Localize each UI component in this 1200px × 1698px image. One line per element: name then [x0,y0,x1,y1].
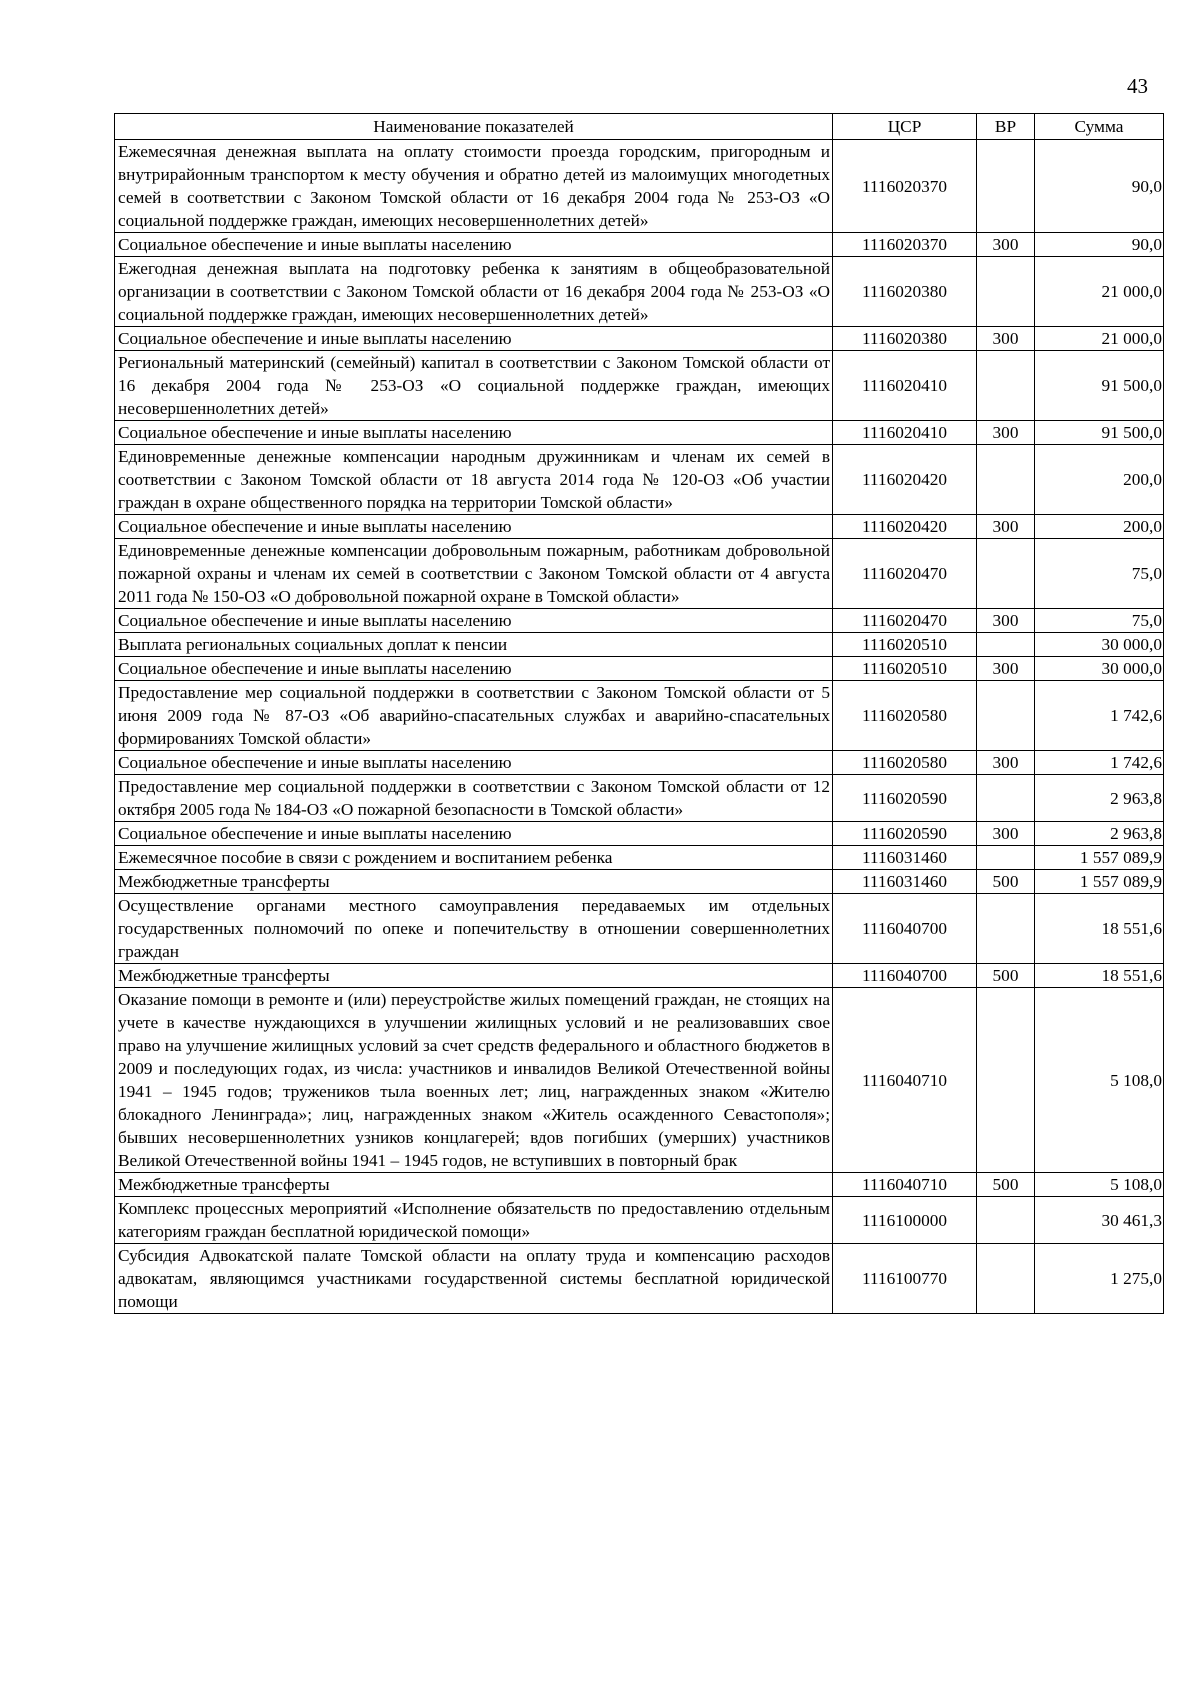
table-row [115,515,1164,539]
row-name-cell: Единовременные денежные компенсации народным дружинникам и членам их семей в соответствии с Законом Томской области от 18 августа 2014 года № 120-ОЗ «Об участии граждан в охране общественного порядка на территории Томской области» [115,445,833,515]
row-csr-cell: 1116020420 [833,515,977,539]
budget-table [114,113,1164,1314]
row-sum-cell: 18 551,6 [1035,894,1164,964]
row-csr-cell: 1116040710 [833,1173,977,1197]
table-row [115,1173,1164,1197]
row-vr-cell: 300 [977,822,1035,846]
row-sum-cell: 18 551,6 [1035,964,1164,988]
row-sum-cell: 1 557 089,9 [1035,846,1164,870]
row-csr-cell: 1116020370 [833,233,977,257]
row-sum-cell: 1 742,6 [1035,751,1164,775]
row-sum-cell: 30 000,0 [1035,657,1164,681]
row-name-cell: Ежемесячное пособие в связи с рождением и воспитанием ребенка [115,846,833,870]
row-sum-cell: 90,0 [1035,233,1164,257]
row-vr-cell [977,681,1035,751]
table-row [115,681,1164,751]
row-sum-cell: 30 461,3 [1035,1197,1164,1244]
row-vr-cell [977,1197,1035,1244]
row-csr-cell: 1116031460 [833,846,977,870]
row-name-cell: Социальное обеспечение и иные выплаты населению [115,515,833,539]
row-csr-cell: 1116020510 [833,657,977,681]
row-sum-cell: 75,0 [1035,539,1164,609]
row-csr-cell: 1116100770 [833,1244,977,1314]
row-name-cell: Межбюджетные трансферты [115,870,833,894]
row-vr-cell [977,445,1035,515]
row-csr-cell: 1116020380 [833,257,977,327]
table-row [115,257,1164,327]
row-vr-cell [977,351,1035,421]
row-csr-cell: 1116020410 [833,351,977,421]
page-number: 43 [1127,74,1148,98]
table-row [115,633,1164,657]
row-vr-cell [977,140,1035,233]
row-sum-cell: 1 557 089,9 [1035,870,1164,894]
row-sum-cell: 1 742,6 [1035,681,1164,751]
table-row [115,894,1164,964]
row-sum-cell: 2 963,8 [1035,775,1164,822]
row-vr-cell: 300 [977,327,1035,351]
table-row [115,964,1164,988]
row-vr-cell: 300 [977,421,1035,445]
row-sum-cell: 75,0 [1035,609,1164,633]
row-sum-cell: 200,0 [1035,515,1164,539]
row-name-cell: Осуществление органами местного самоуправления передаваемых им отдельных государственных полномочий по опеке и попечительству в отношении совершеннолетних граждан [115,894,833,964]
row-name-cell: Межбюджетные трансферты [115,964,833,988]
table-body [115,140,1164,1314]
row-sum-cell: 21 000,0 [1035,327,1164,351]
row-name-cell: Оказание помощи в ремонте и (или) переустройстве жилых помещений граждан, не стоящих на учете в качестве нуждающихся в улучшении жилищных условий и не реализовавших свое право на улучшение жилищных условий за счет средств федерального и областного бюджетов в 2009 и последующих годах, из числа: участников и инвалидов Великой Отечественной войны 1941 – 1945 годов; тружеников тыла военных лет; лиц, награжденных знаком «Жителю блокадного Ленинграда»; лиц, награжденных знаком «Житель осажденного Севастополя»; бывших несовершеннолетних узников концлагерей; вдов погибших (умерших) участников Великой Отечественной войны 1941 – 1945 годов, не вступивших в повторный брак [115,988,833,1173]
row-csr-cell: 1116020470 [833,539,977,609]
row-name-cell: Ежемесячная денежная выплата на оплату стоимости проезда городским, пригородным и внутрирайонным транспортом к месту обучения и обратно детей из малоимущих многодетных семей в соответствии с Законом Томской области от 16 декабря 2004 года № 253-ОЗ «О социальной поддержке граждан, имеющих несовершеннолетних детей» [115,140,833,233]
row-csr-cell: 1116040700 [833,964,977,988]
row-vr-cell [977,846,1035,870]
row-vr-cell: 500 [977,1173,1035,1197]
table-row [115,421,1164,445]
row-name-cell: Социальное обеспечение и иные выплаты населению [115,822,833,846]
row-vr-cell: 300 [977,751,1035,775]
row-name-cell: Ежегодная денежная выплата на подготовку ребенка к занятиям в общеобразовательной организации в соответствии с Законом Томской области от 16 декабря 2004 года № 253-ОЗ «О социальной поддержке граждан, имеющих несовершеннолетних детей» [115,257,833,327]
row-name-cell: Выплата региональных социальных доплат к пенсии [115,633,833,657]
row-sum-cell: 30 000,0 [1035,633,1164,657]
table-row [115,846,1164,870]
row-vr-cell [977,775,1035,822]
table-header-row [115,114,1164,140]
row-csr-cell: 1116031460 [833,870,977,894]
row-csr-cell: 1116100000 [833,1197,977,1244]
row-name-cell: Социальное обеспечение и иные выплаты населению [115,751,833,775]
row-vr-cell: 500 [977,964,1035,988]
row-vr-cell [977,894,1035,964]
row-sum-cell: 5 108,0 [1035,988,1164,1173]
row-vr-cell [977,257,1035,327]
table-row [115,1197,1164,1244]
row-csr-cell: 1116020410 [833,421,977,445]
row-csr-cell: 1116020580 [833,751,977,775]
row-name-cell: Комплекс процессных мероприятий «Исполнение обязательств по предоставлению отдельным категориям граждан бесплатной юридической помощи» [115,1197,833,1244]
row-name-cell: Предоставление мер социальной поддержки в соответствии с Законом Томской области от 12 октября 2005 года № 184-ОЗ «О пожарной безопасности в Томской области» [115,775,833,822]
row-sum-cell: 90,0 [1035,140,1164,233]
table-row [115,870,1164,894]
row-vr-cell: 500 [977,870,1035,894]
row-name-cell: Межбюджетные трансферты [115,1173,833,1197]
table-row [115,822,1164,846]
row-sum-cell: 200,0 [1035,445,1164,515]
row-csr-cell: 1116020590 [833,822,977,846]
header-vr: ВР [977,114,1035,140]
table-row [115,1244,1164,1314]
table-row [115,988,1164,1173]
row-vr-cell: 300 [977,657,1035,681]
row-vr-cell [977,539,1035,609]
row-sum-cell: 91 500,0 [1035,351,1164,421]
table-row [115,609,1164,633]
table-row [115,233,1164,257]
row-name-cell: Социальное обеспечение и иные выплаты населению [115,657,833,681]
row-vr-cell [977,633,1035,657]
row-name-cell: Субсидия Адвокатской палате Томской области на оплату труда и компенсацию расходов адвокатам, являющимся участниками государственной системы бесплатной юридической помощи [115,1244,833,1314]
row-name-cell: Социальное обеспечение и иные выплаты населению [115,609,833,633]
row-vr-cell [977,1244,1035,1314]
table-row [115,775,1164,822]
row-csr-cell: 1116020370 [833,140,977,233]
row-vr-cell [977,988,1035,1173]
row-name-cell: Региональный материнский (семейный) капитал в соответствии с Законом Томской области от 16 декабря 2004 года № 253-ОЗ «О социальной поддержке граждан, имеющих несовершеннолетних детей» [115,351,833,421]
row-sum-cell: 2 963,8 [1035,822,1164,846]
header-sum: Сумма [1035,114,1164,140]
table-row [115,539,1164,609]
row-csr-cell: 1116020590 [833,775,977,822]
row-sum-cell: 5 108,0 [1035,1173,1164,1197]
row-name-cell: Социальное обеспечение и иные выплаты населению [115,233,833,257]
row-name-cell: Единовременные денежные компенсации добровольным пожарным, работникам добровольной пожарной охраны и членам их семей в соответствии с Законом Томской области от 4 августа 2011 года № 150-ОЗ «О добровольной пожарной охране в Томской области» [115,539,833,609]
table-row [115,751,1164,775]
row-name-cell: Социальное обеспечение и иные выплаты населению [115,421,833,445]
row-csr-cell: 1116040710 [833,988,977,1173]
row-sum-cell: 91 500,0 [1035,421,1164,445]
row-vr-cell: 300 [977,515,1035,539]
row-vr-cell: 300 [977,609,1035,633]
table-row [115,445,1164,515]
table-row [115,327,1164,351]
row-sum-cell: 1 275,0 [1035,1244,1164,1314]
row-sum-cell: 21 000,0 [1035,257,1164,327]
row-csr-cell: 1116020470 [833,609,977,633]
table-row [115,351,1164,421]
row-csr-cell: 1116020580 [833,681,977,751]
row-vr-cell: 300 [977,233,1035,257]
row-csr-cell: 1116020380 [833,327,977,351]
row-csr-cell: 1116020420 [833,445,977,515]
row-name-cell: Социальное обеспечение и иные выплаты населению [115,327,833,351]
row-csr-cell: 1116040700 [833,894,977,964]
header-csr: ЦСР [833,114,977,140]
table-row [115,140,1164,233]
table-row [115,657,1164,681]
row-name-cell: Предоставление мер социальной поддержки в соответствии с Законом Томской области от 5 июня 2009 года № 87-ОЗ «Об аварийно-спасательных службах и аварийно-спасательных формированиях Томской области» [115,681,833,751]
header-name: Наименование показателей [115,114,833,140]
row-csr-cell: 1116020510 [833,633,977,657]
